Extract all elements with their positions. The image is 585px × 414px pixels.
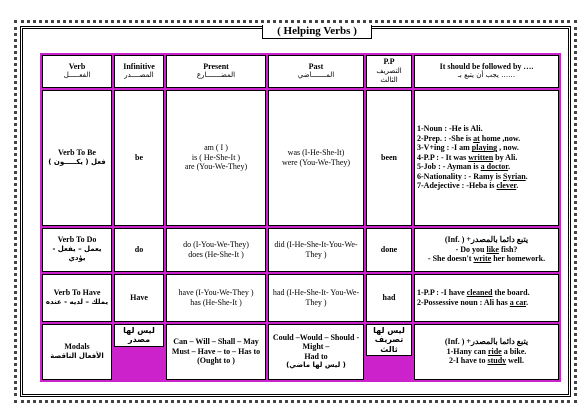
examples-cell: 1-P.P : -I have cleaned the board. 2-Possessive noun : Ali has a car. (414, 274, 559, 322)
table-row (42, 324, 559, 380)
past-cell: had (I-He-She-It- You-We-They ) (268, 274, 364, 322)
pp-cell: done (366, 228, 412, 272)
past-cell: Could –Would – Should -Might – Had to (ليس لها ماضي ) (268, 324, 364, 380)
example-line: 3-V+ing : -I am playing , now. (417, 143, 519, 153)
present-cell: do (I-You-We-They) does (He-She-It ) (166, 228, 266, 272)
verb-cell: Verb To Do يعمل – يفعل - يؤدي (42, 228, 112, 272)
header-follow: It should be followed by …. يجب أن يتبع بـ …… (414, 55, 559, 88)
verb-cell: Verb To Be فعل ( يكـــــون ) (42, 90, 112, 226)
verb-cell: Modals الأفعال الناقصة (42, 324, 112, 380)
verb-cell: Verb To Have يملك – لديه - عنده (42, 274, 112, 322)
header-pp: P.P التصريف الثالث (366, 55, 412, 88)
infinitive-cell: do (114, 228, 164, 272)
present-cell: am ( I ) is ( He-She-It ) are (You-We-They) (166, 90, 266, 226)
header-present: Present المضـــــــارع (166, 55, 266, 88)
infinitive-cell: Have (114, 274, 164, 322)
present-cell: Can – Will – Shall – May Must – Have – to – Has to (Ought to ) (166, 324, 266, 380)
example-line: 6-Nationality : - Ramy is Syrian. (417, 171, 528, 181)
examples-cell (414, 90, 559, 226)
present-cell: have (I-You-We-They ) has (He-She-It ) (166, 274, 266, 322)
table-row (42, 274, 559, 322)
helping-verbs-table (40, 53, 561, 382)
table-row (42, 90, 559, 226)
pp-cell: had (366, 274, 412, 322)
pp-cell: been (366, 90, 412, 226)
example-line: 4-P.P : - It was written by Ali. (417, 152, 518, 162)
header-past: Past المـــــــاضي (268, 55, 364, 88)
pp-cell: ليس لها تصريف ثالث (366, 324, 412, 357)
table-row (42, 228, 559, 272)
examples-cell: (Inf. ) +يتبع دائما بالمصدر 1-Hany can ride a bike. 2-I have to study well. (414, 324, 559, 380)
example-line: 2-Prep. : -She is at home ,now. (417, 133, 521, 143)
example-line: 1-Noun : -He is Ali. (417, 124, 483, 134)
header-verb: Verb الفعـــــل (42, 55, 112, 88)
page-title: ( Helping Verbs ) (262, 25, 372, 39)
infinitive-cell: ليس لها مصدر (114, 324, 164, 347)
examples-cell: (Inf. ) +يتبع دائما بالمصدر - Do you like fish? - She doesn't write her homework. (414, 228, 559, 272)
example-line: 7-Adejective : -Heba is clever. (417, 181, 519, 191)
past-cell: did (I-He-She-It-You-We-They ) (268, 228, 364, 272)
past-cell: was (I-He-She-It) were (You-We-They) (268, 90, 364, 226)
header-infinitive: Infinitive المصــــدر (114, 55, 164, 88)
header-row (42, 55, 559, 88)
example-line: 5-Job : - Ayman is a doctor. (417, 162, 511, 172)
infinitive-cell: be (114, 90, 164, 226)
